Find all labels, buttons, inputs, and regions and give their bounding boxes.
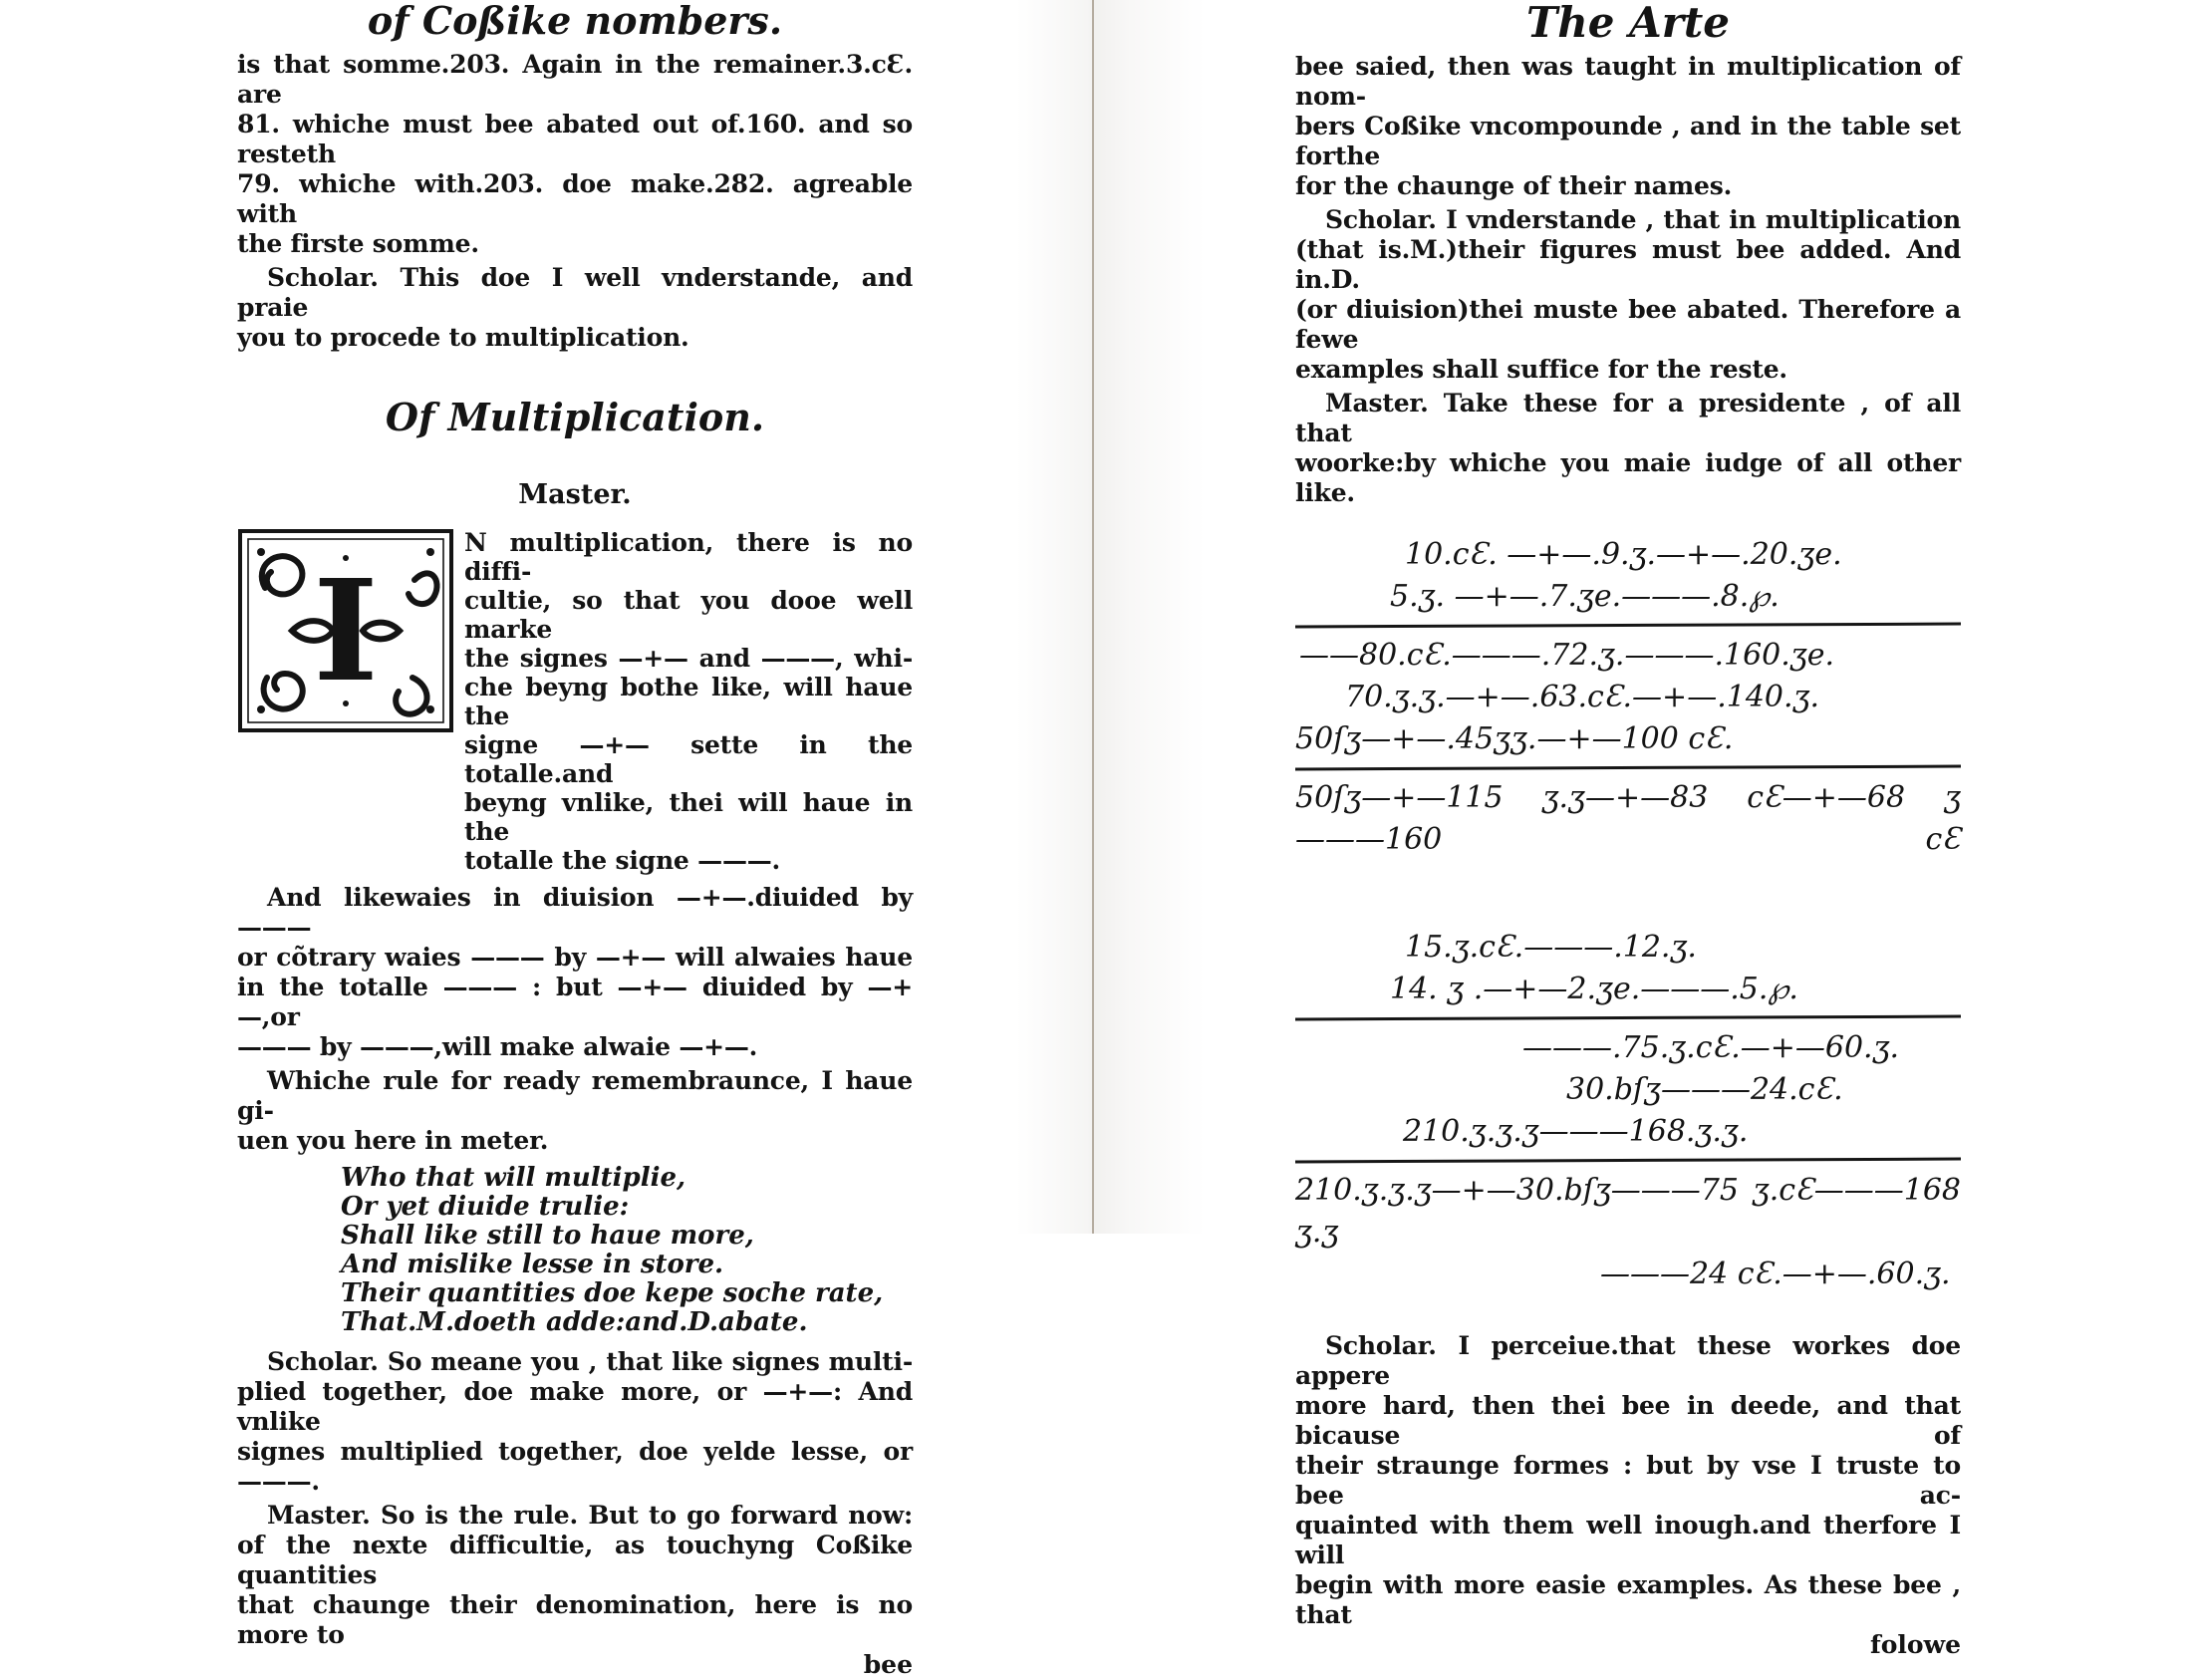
cossic-example-1 [1295,534,1961,861]
text-line: cultie, so that you dooe well marke [464,586,913,644]
text-line: their straunge formes : but by vse I truste to bee ac- [1295,1451,1961,1510]
left-catchword: bee [863,1650,913,1679]
text-line: Master. Take these for a presidente , of all that [1295,389,1961,447]
continuation-paragraph [1295,52,1961,201]
text-line: or cõtrary waies ——— by —+— will alwaies haue [237,943,913,972]
opening-paragraph [237,50,913,259]
text-line: Master. So is the rule. But to go forward now: [267,1501,913,1530]
text-line: plied together, doe make more, or —+—: And vnlike [237,1377,913,1436]
text-line: is that somme.203. Again in the remainer.3.cƐ. are [237,50,913,109]
scholar-paragraph-1 [237,263,913,353]
math-line: 50ſʒ—+—115 ʒ.ʒ—+—83 cƐ—+—68 ʒ———160 cƐ [1295,780,1961,857]
text-line: (that is.M.)their figures must bee added. And in.D. [1295,235,1961,294]
left-running-head: of Coßike nombers. [367,0,783,43]
text-line: signe —+— sette in the totalle.and [464,730,913,788]
text-line: Scholar. I vnderstande , that in multiplication [1325,205,1961,234]
math-line: 210.ʒ.ʒ.ʒ—+—30.bſʒ———75 ʒ.cƐ———168 ʒ.ʒ [1295,1173,1961,1250]
math-line: ——80.cƐ.———.72.ʒ.———.160.ʒe. [1299,638,1835,673]
text-line: woorke:by whiche you maie iudge of all other like. [1295,448,1961,507]
ornamental-initial-woodcut [237,528,454,733]
math-line: 10.cƐ. —+—.9.ʒ.—+—.20.ʒe. [1405,537,1842,572]
text-line: Scholar. This doe I well vnderstande, and praie [237,263,913,322]
math-rule-line [1295,765,1961,771]
text-line: Whiche rule for ready remembraunce, I haue gi- [237,1066,913,1125]
text-line: che beyng bothe like, will haue the [464,673,913,730]
meter-intro-paragraph [237,1066,913,1156]
cossic-example-2 [1295,927,1961,1295]
dropcap-paragraph [237,528,913,875]
section-title-multiplication: Of Multiplication. [385,395,765,439]
text-line: examples shall suffice for the reste. [1295,355,1787,384]
text-line: Scholar. So meane you , that like signes multi- [267,1347,913,1376]
text-line: the signes —+— and ———, whi- [464,644,913,673]
scholar-paragraph-right-2 [1295,1331,1961,1630]
text-line: N multiplication, there is no diffi- [464,528,913,586]
text-line: that chaunge their denomination, here is no more to [237,1590,913,1649]
text-line: for the chaunge of their names. [1295,171,1733,200]
math-line: 70.ʒ.ʒ.—+—.63.cƐ.—+—.140.ʒ. [1345,680,1820,714]
master-paragraph-right-1 [1295,389,1961,508]
math-line: ———.75.ʒ.cƐ.—+—60.ʒ. [1522,1030,1900,1065]
intro-paragraph-text [454,528,913,875]
math-line: 30.bſʒ———24.cƐ. [1566,1072,1843,1107]
scholar-paragraph-right-1 [1295,205,1961,385]
page-gutter-divider [1092,0,1094,1234]
text-line: more hard, then thei bee in deede, and that bicause of [1295,1391,1961,1450]
math-line: 14. ʒ .—+—2.ʒe.———.5.℘. [1390,972,1798,1006]
text-line: And mislike lesse in store. [341,1250,724,1279]
math-line: 50ſʒ—+—.45ʒʒ.—+—100 cƐ. [1295,721,1734,756]
text-line: Scholar. I perceiue.that these workes doe appere [1295,1331,1961,1390]
text-line: And likewaies in diuision —+—.diuided by——— [237,883,913,942]
woodcut-initial-icon [237,528,454,733]
text-line: the firste somme. [237,229,479,258]
text-line: you to procede to multiplication. [237,323,689,352]
text-line: beyng vnlike, thei will haue in the [464,788,913,846]
math-rule-line [1295,1158,1961,1164]
text-line: bee saied, then was taught in multiplication of nom- [1295,52,1961,111]
math-line: 210.ʒ.ʒ.ʒ———168.ʒ.ʒ. [1403,1114,1749,1149]
scholar-paragraph-2 [237,1347,913,1497]
text-line: That.M.doeth adde:and.D.abate. [341,1307,808,1337]
text-line: bers Coßike vncompounde , and in the table set forthe [1295,112,1961,170]
text-line: 79. whiche with.203. doe make.282. agreable with [237,169,913,228]
text-line: (or diuision)thei muste bee abated. Therefore a fewe [1295,295,1961,354]
right-running-head: The Arte [1526,0,1730,47]
text-line: begin with more easie examples. As these bee , that [1295,1570,1961,1629]
math-rule-line [1295,1015,1961,1021]
text-line: totalle the signe ———. [464,846,781,875]
text-line: uen you here in meter. [237,1126,549,1155]
text-line: Who that will multiplie, [341,1163,686,1193]
text-line: 81. whiche must bee abated out of.160. and so resteth [237,110,913,168]
text-line: Their quantities doe kepe soche rate, [341,1278,884,1308]
text-line: ——— by ———,will make alwaie —+—. [237,1032,758,1061]
verse-in-meter [237,1164,913,1337]
left-page [237,0,913,1680]
right-catchword: folowe [1869,1630,1961,1659]
math-line: 15.ʒ.cƐ.———.12.ʒ. [1405,930,1697,965]
math-line: ———24 cƐ.—+—.60.ʒ. [1600,1257,1951,1291]
text-line: quainted with them well inough.and therfore I will [1295,1511,1961,1569]
math-line: 5.ʒ. —+—.7.ʒe.———.8.℘. [1390,579,1779,614]
text-line: Shall like still to haue more, [341,1221,754,1251]
text-line: Or yet diuide trulie: [341,1192,630,1222]
division-paragraph [237,883,913,1062]
svg-text:I: I [313,550,379,713]
text-line: signes multiplied together, doe yelde lesse, or ———. [237,1437,913,1496]
master-heading: Master. [518,479,632,510]
text-line: in the totalle ——— : but —+— diuided by —+—,or [237,973,913,1031]
master-paragraph-2 [237,1501,913,1650]
text-line: of the nexte difficultie, as touchyng Coßike quantities [237,1531,913,1589]
right-page [1295,0,1961,1660]
math-rule-line [1295,623,1961,629]
page-gutter-shadow [1016,0,1206,1234]
